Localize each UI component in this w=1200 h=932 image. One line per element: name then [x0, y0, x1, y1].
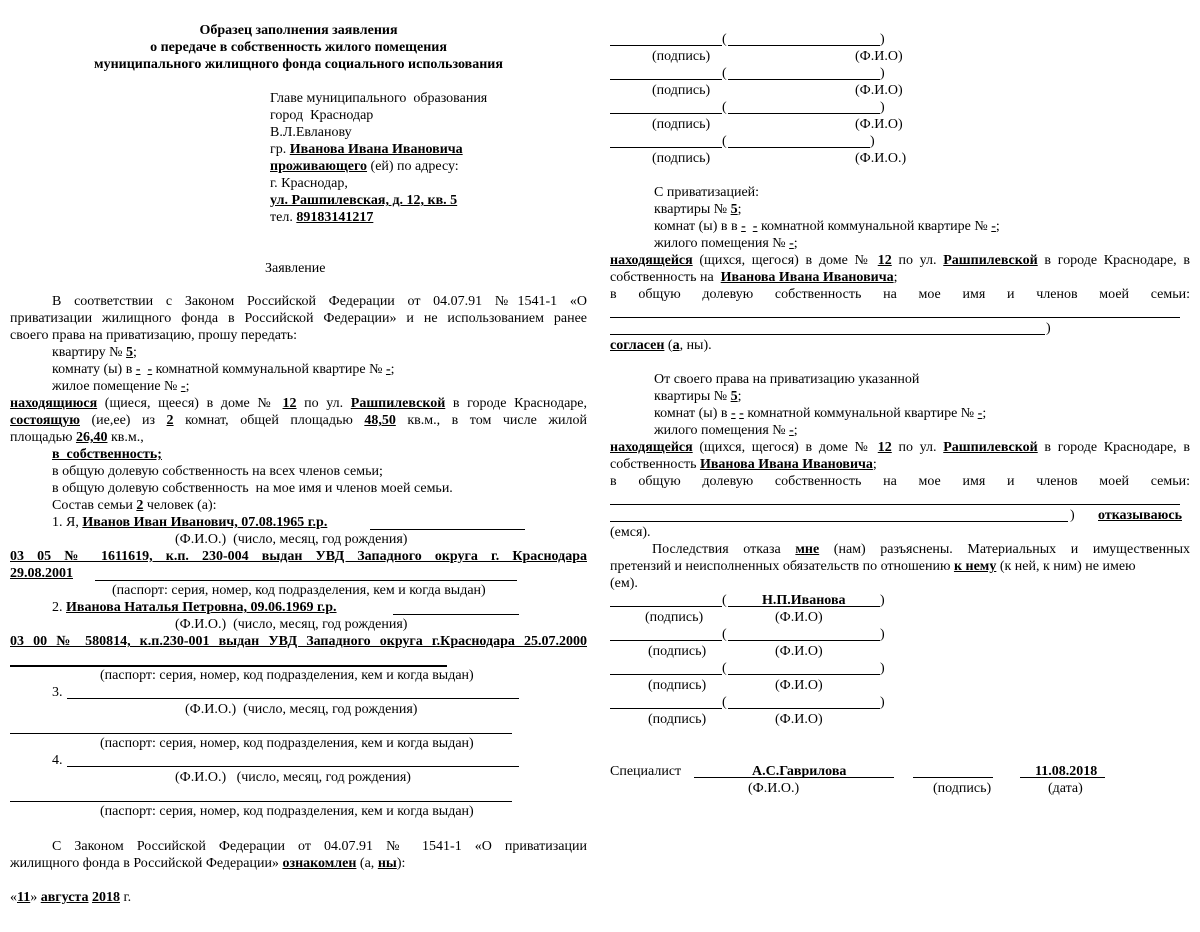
sign-rule-2[interactable]: [610, 79, 722, 80]
rooms-dash-2: -: [147, 362, 153, 377]
refusal-sign-rule-3[interactable]: [610, 674, 722, 675]
applicant-name: Иванова Ивана Ивановича: [289, 142, 463, 157]
refusal-rooms-text-a: комнат (ы) в: [654, 406, 731, 421]
member-1-passport-caption: (паспорт: серия, номер, код подразделения, кем и когда выдан): [112, 583, 486, 598]
addressee-line-3: В.Л.Евланову: [270, 125, 352, 140]
right-location-text-b: по ул.: [891, 253, 944, 268]
refusal-paren-close-2: ): [880, 627, 885, 642]
member-2-line: [52, 599, 337, 616]
refusal-sign-rule-1[interactable]: [610, 606, 722, 607]
refusal-sign-rule-4[interactable]: [610, 708, 722, 709]
living-area-text: площадью: [10, 430, 76, 445]
date-line: [10, 889, 131, 906]
right-rooms-dash-1: -: [741, 219, 746, 234]
residing-line: [270, 158, 459, 175]
refusal-paren-close-4: ): [880, 695, 885, 710]
fio-caption-1: (Ф.И.О): [855, 49, 903, 64]
member-2-passport-line-1: 03 00 № 580814, к.п.230-001 выдан УВД Западного округа г.Краснодара 25.07.2000: [10, 634, 587, 649]
shared-ownership-mine: в общую долевую собственность на мое имя и членов моей семьи.: [52, 481, 453, 496]
right-apartment-suffix: ;: [737, 202, 742, 217]
apartment-prefix: квартиру №: [52, 345, 127, 360]
body-para-line-1: В соответствии с Законом Российской Федерации от 04.07.91 №1541-1 «О: [52, 294, 587, 309]
right-rooms-dash-3: -: [991, 219, 996, 234]
right-location-line-2: [610, 269, 898, 286]
right-location-text-c: в городе Краснодаре, в: [1037, 253, 1190, 268]
right-apartment-prefix: квартиры №: [654, 202, 731, 217]
residing-word: проживающего: [270, 159, 368, 174]
right-shared-rule-1[interactable]: [610, 317, 1180, 318]
refusal-rooms-line: [654, 405, 986, 422]
paren-close-4: ): [870, 134, 875, 149]
paren-open-1: (: [722, 32, 727, 47]
location-text-c: в городе Краснодаре,: [445, 396, 588, 411]
right-location-line-1: [610, 252, 1190, 269]
refusal-ownership-text: собственность: [610, 457, 700, 472]
refusal-paren-open-2: (: [722, 627, 727, 642]
paren-open-2: (: [722, 66, 727, 81]
member-2-name-rule: [393, 614, 519, 615]
phone-prefix: тел.: [270, 210, 297, 225]
sign-rule-3[interactable]: [610, 113, 722, 114]
member-3-prefix: 3.: [52, 685, 63, 700]
member-4-name-rule[interactable]: [67, 766, 519, 767]
specialist-sign-caption: (подпись): [933, 781, 992, 796]
member-1-passport-rule: [95, 580, 517, 581]
living-area: 26,40: [75, 430, 108, 445]
refusal-shared-line: в общую долевую собственность на мое имя и членов моей семьи:: [610, 474, 1190, 489]
refusal-located-word: находящейся: [610, 440, 693, 455]
family-count: 2: [136, 498, 144, 513]
refusal-fio-caption-1: (Ф.И.О): [775, 610, 823, 625]
refusal-living-suffix: ;: [793, 423, 798, 438]
specialist-label: Специалист: [610, 764, 682, 779]
applicant-prefix: гр.: [270, 142, 290, 157]
sign-caption-4: (подпись): [652, 151, 711, 166]
refusal-living-dash: -: [789, 423, 794, 438]
refusal-location-text-a: (щихся, щегося) в доме №: [692, 440, 878, 455]
refusal-sign-rule-2[interactable]: [610, 640, 722, 641]
living-dash: -: [180, 379, 186, 394]
law-paren-close: ):: [396, 856, 406, 871]
agree-paren: (: [664, 338, 673, 353]
agree-word: согласен: [610, 338, 665, 353]
refusal-paren-open-1: (: [722, 593, 727, 608]
member-4-fio-caption: (Ф.И.О.) (число, месяц, год рождения): [175, 770, 411, 785]
rooms-text-c: комнатной коммунальной квартире №: [152, 362, 386, 377]
consequences-line-1: [652, 541, 1190, 558]
refusal-apartment-line: [654, 388, 742, 405]
right-living-dash: -: [789, 236, 794, 251]
paren-open-4: (: [722, 134, 727, 149]
refusal-paren-close: ): [1070, 508, 1075, 523]
member-1-passport-line-1: 03 05 № 1611619, к.п. 230-004 выдан УВД Западного округа г. Краснодара: [10, 549, 587, 564]
refusal-street-name: Рашпилевской: [943, 440, 1038, 455]
refusal-living-text: жилого помещения №: [654, 423, 790, 438]
refusal-paren-open-3: (: [722, 661, 727, 676]
fio-rule-3[interactable]: [728, 113, 880, 114]
refusal-location-line-1: [610, 439, 1190, 456]
location2-text-a: (ие,ее) из: [79, 413, 167, 428]
date-year-suffix: г.: [119, 890, 132, 905]
family-text: Состав семьи: [52, 498, 137, 513]
fio-rule-1[interactable]: [728, 45, 880, 46]
member-3-name-rule[interactable]: [67, 698, 519, 699]
consequences-text-a: Последствия отказа: [652, 542, 796, 557]
refuse-word: отказываюсь: [1098, 508, 1182, 523]
refusal-owner-name: Иванова Ивана Ивановича: [699, 457, 873, 472]
specialist-date: 11.08.2018: [1035, 764, 1098, 779]
living-text: жилое помещение №: [52, 379, 181, 394]
member-2-name: Иванова Наталья Петровна, 09.06.1969 г.р.: [66, 600, 337, 615]
addressee-line-1: Главе муниципального образования: [270, 91, 488, 106]
member-1-name: Иванов Иван Иванович, 07.08.1965 г.р.: [82, 515, 328, 530]
member-3-fio-caption: (Ф.И.О.) (число, месяц, год рождения): [185, 702, 418, 717]
refusal-signer-name: Н.П.Иванова: [762, 593, 846, 608]
ownership-option: в собственность;: [52, 447, 162, 462]
refusal-fio-rule-4[interactable]: [728, 708, 880, 709]
rooms-dash-1: -: [135, 362, 141, 377]
law-plural: ны: [377, 856, 397, 871]
family-composition: [52, 497, 217, 514]
street-name: Рашпилевской: [350, 396, 446, 411]
specialist-fio-caption: (Ф.И.О.): [748, 781, 800, 796]
right-rooms-space: [746, 219, 753, 234]
right-owner-suffix: ;: [893, 270, 898, 285]
consequences-line-2: [610, 558, 1136, 575]
addressee-line-2: город Краснодар: [270, 108, 374, 123]
right-shared-paren-close: ): [1046, 321, 1051, 336]
rooms-text-a: комнату (ы) в: [52, 362, 136, 377]
right-located-word: находящейся: [610, 253, 693, 268]
agree-plural: , ны).: [679, 338, 712, 353]
refusal-owner-suffix: ;: [872, 457, 877, 472]
consisting-word: состоящую: [10, 413, 80, 428]
residing-rest: (ей) по адресу:: [367, 159, 459, 174]
right-apartment-line: [654, 201, 742, 218]
member-1-line: [52, 514, 327, 531]
right-rooms-text-c: комнатной коммунальной квартире №: [757, 219, 992, 234]
sign-caption-2: (подпись): [652, 83, 711, 98]
member-4-passport-rule[interactable]: [10, 801, 512, 802]
refusal-rooms-dash-3: -: [977, 406, 983, 421]
date-quote-open: «: [10, 890, 17, 905]
date-quote-close: »: [30, 890, 41, 905]
specialist-name: А.С.Гаврилова: [752, 764, 847, 779]
living-suffix: ;: [185, 379, 190, 394]
rooms-suffix: ;: [390, 362, 395, 377]
member-4-prefix: 4.: [52, 753, 63, 768]
fio-caption-4: (Ф.И.О.): [855, 151, 907, 166]
location-text-b: по ул.: [296, 396, 351, 411]
right-ownership-text: собственность на: [610, 270, 721, 285]
paren-open-3: (: [722, 100, 727, 115]
member-2-passport-caption: (паспорт: серия, номер, код подразделения, кем и когда выдан): [100, 668, 474, 683]
member-2-prefix: 2.: [52, 600, 66, 615]
refusal-sign-caption-4: (подпись): [648, 712, 707, 727]
right-living-suffix: ;: [793, 236, 798, 251]
refusal-shared-rule-1[interactable]: [610, 504, 1180, 505]
specialist-sign-rule[interactable]: [913, 777, 993, 778]
consequences2-text-b: (к ней, к ним) не имею: [996, 559, 1136, 574]
law-paren-open: (а,: [356, 856, 378, 871]
rooms-count: 2: [166, 413, 174, 428]
street-line: ул. Рашпилевская, д. 12, кв. 5: [270, 193, 458, 208]
refusal-fio-rule-1[interactable]: [728, 606, 880, 607]
city-line: г. Краснодар,: [270, 176, 348, 191]
refuse-suffix: (емся).: [610, 525, 651, 540]
right-shared-rule-2[interactable]: [610, 334, 1045, 335]
right-owner-name: Иванова Ивана Ивановича: [720, 270, 894, 285]
consequences-me: мне: [795, 542, 820, 557]
member-1-name-rule: [370, 529, 525, 530]
right-house-number: 12: [877, 253, 892, 268]
agree-feminine: а: [672, 338, 680, 353]
rooms-line: [52, 361, 395, 378]
sign-caption-1: (подпись): [652, 49, 711, 64]
law-line-2: [10, 855, 405, 872]
consequences-text-b: (нам) разъяснены. Материальных и имущественных: [819, 542, 1190, 557]
acquainted-word: ознакомлен: [282, 856, 357, 871]
apartment-suffix: ;: [133, 345, 137, 360]
member-3-passport-rule[interactable]: [10, 733, 512, 734]
location-line-3: [10, 429, 144, 446]
date-year: 2018: [91, 890, 120, 905]
refusal-sign-caption-3: (подпись): [648, 678, 707, 693]
refusal-paren-close-3: ): [880, 661, 885, 676]
right-rooms-suffix: ;: [995, 219, 1000, 234]
phone-number: 89183141217: [296, 210, 374, 225]
right-living-line: [654, 235, 798, 252]
member-4-passport-caption: (паспорт: серия, номер, код подразделения, кем и когда выдан): [100, 804, 474, 819]
title-line-2: о передаче в собственность жилого помещения: [150, 40, 447, 55]
member-3-passport-caption: (паспорт: серия, номер, код подразделения, кем и когда выдан): [100, 736, 474, 751]
refusal-rooms-text-c: комнатной коммунальной квартире №: [743, 406, 978, 421]
fio-rule-4[interactable]: [728, 147, 870, 148]
fio-caption-3: (Ф.И.О): [855, 117, 903, 132]
location-line-2: [10, 412, 587, 429]
refusal-fio-rule-2[interactable]: [728, 640, 880, 641]
refusal-paren-open-4: (: [722, 695, 727, 710]
document-heading: Заявление: [265, 261, 326, 276]
member-1-fio-caption: (Ф.И.О.) (число, месяц, год рождения): [175, 532, 408, 547]
living-area-unit: кв.м.,: [107, 430, 144, 445]
right-rooms-dash-2: -: [752, 219, 758, 234]
refusal-apartment-number: 5: [730, 389, 738, 404]
refusal-fio-caption-3: (Ф.И.О): [775, 678, 823, 693]
paren-close-1: ): [880, 32, 885, 47]
refusal-fio-rule-3[interactable]: [728, 674, 880, 675]
fio-rule-2[interactable]: [728, 79, 880, 80]
apartment-number: 5: [126, 345, 134, 360]
right-rooms-line: [654, 218, 1000, 235]
right-rooms-text-a: комнат (ы) в в: [654, 219, 742, 234]
sign-rule-4[interactable]: [610, 147, 722, 148]
refusal-sign-caption-2: (подпись): [648, 644, 707, 659]
body-para-line-3: своего права на приватизацию, прошу передать:: [10, 328, 297, 343]
house-number: 12: [282, 396, 297, 411]
refusal-sign-caption-1: (подпись): [645, 610, 704, 625]
paren-close-3: ): [880, 100, 885, 115]
right-shared-line: в общую долевую собственность на мое имя и членов моей семьи:: [610, 287, 1190, 302]
member-1-passport-line-2: 29.08.2001: [10, 566, 73, 581]
refusal-fio-caption-2: (Ф.И.О): [775, 644, 823, 659]
title-line-1: Образец заполнения заявления: [199, 23, 398, 38]
body-para-line-2: приватизации жилищного фонда в Российской Федерации» и не использованием ранее: [10, 311, 587, 326]
law-text: жилищного фонда в Российской Федерации»: [10, 856, 283, 871]
location2-text-c: кв.м., в том числе жилой: [395, 413, 587, 428]
right-apartment-number: 5: [730, 202, 738, 217]
location-line-1: [10, 395, 587, 412]
refusal-paren-close-1: ): [880, 593, 885, 608]
refusal-shared-rule-2[interactable]: [610, 521, 1068, 522]
privatization-heading: С приватизацией:: [654, 185, 760, 200]
consequences2-text-a: претензий и неисполненных обязательств по отношению: [610, 559, 954, 574]
right-location-text-a: (щихся, щегося) в доме №: [692, 253, 878, 268]
refusal-living-line: [654, 422, 798, 439]
fio-caption-2: (Ф.И.О): [855, 83, 903, 98]
phone-line: [270, 209, 373, 226]
location-text-a: (щиеся, щееся) в доме №: [97, 396, 283, 411]
sign-caption-3: (подпись): [652, 117, 711, 132]
refusal-apartment-suffix: ;: [737, 389, 742, 404]
refusal-location-line-2: [610, 456, 877, 473]
refusal-house-number: 12: [877, 440, 892, 455]
refusal-apartment-prefix: квартиры №: [654, 389, 731, 404]
family-suffix: человек (а):: [143, 498, 217, 513]
member-2-fio-caption: (Ф.И.О.) (число, месяц, год рождения): [175, 617, 408, 632]
law-line-1: С Законом Российской Федерации от 04.07.91 № 1541-1 «О приватизации: [52, 839, 587, 854]
date-day: 11: [17, 890, 31, 905]
sign-rule-1[interactable]: [610, 45, 722, 46]
location2-text-b: комнат, общей площадью: [173, 413, 365, 428]
shared-ownership-all: в общую долевую собственность на всех членов семьи;: [52, 464, 383, 479]
member-1-prefix: 1. Я,: [52, 515, 83, 530]
total-area: 48,50: [364, 413, 396, 428]
refusal-rooms-dash-2: -: [739, 406, 744, 421]
refusal-location-text-c: в городе Краснодаре, в: [1037, 440, 1190, 455]
refusal-heading: От своего права на приватизацию указанной: [654, 372, 920, 387]
refusal-location-text-b: по ул.: [891, 440, 944, 455]
date-month: августа: [40, 890, 89, 905]
paren-close-2: ): [880, 66, 885, 81]
refusal-fio-caption-4: (Ф.И.О): [775, 712, 823, 727]
refusal-rooms-suffix: ;: [982, 406, 987, 421]
rooms-dash-3: -: [385, 362, 391, 377]
specialist-date-caption: (дата): [1048, 781, 1083, 796]
title-line-3: муниципального жилищного фонда социального использования: [94, 57, 503, 72]
refusal-rooms-dash-1: -: [731, 406, 736, 421]
agree-line: [610, 337, 712, 354]
right-living-text: жилого помещения №: [654, 236, 790, 251]
located-word: находящиюся: [10, 396, 98, 411]
living-premises-line: [52, 378, 189, 395]
consequences-line-3: (ем).: [610, 576, 638, 591]
applicant-line: [270, 141, 463, 158]
consequences-to-him: к нему: [953, 559, 997, 574]
right-street-name: Рашпилевской: [943, 253, 1038, 268]
apartment-line: [52, 344, 137, 361]
